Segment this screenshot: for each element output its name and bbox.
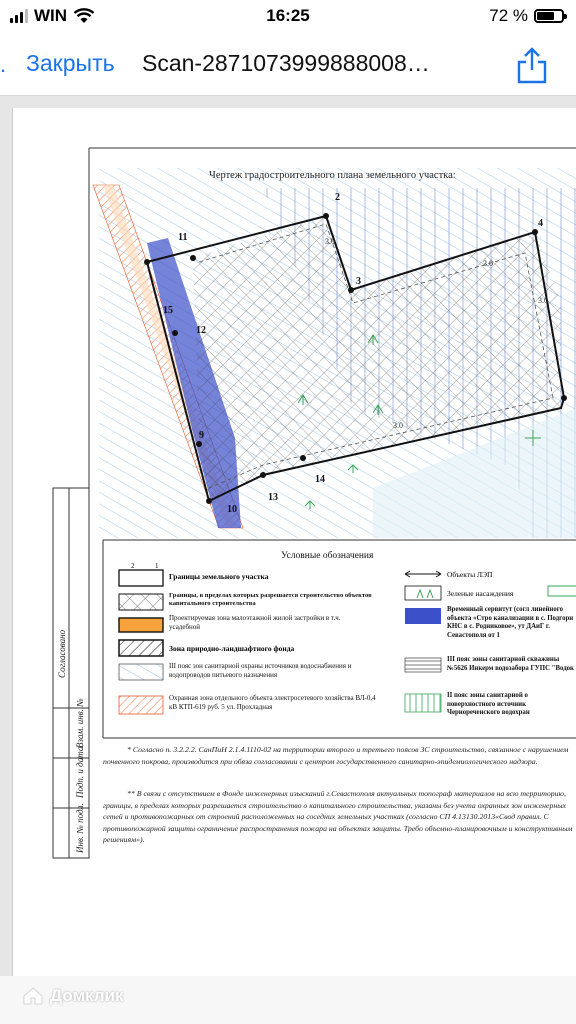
watermark-text: Домклик xyxy=(50,986,124,1005)
carrier-name: WIN xyxy=(34,6,68,25)
point-label-13: 13 xyxy=(268,492,278,503)
svg-text:3.0: 3.0 xyxy=(483,259,493,268)
legend xyxy=(103,540,576,738)
edge-dot-icon: . xyxy=(0,52,7,77)
point-label-11: 11 xyxy=(178,232,188,243)
legend-item-nature-zone: Зона природно-ландшафтного фонда xyxy=(169,644,295,653)
svg-text:3.0: 3.0 xyxy=(325,237,335,246)
legend-item-reservoir-protection: II пояс зоны санитарной о поверхностного источник Чернореченского водохран xyxy=(447,692,530,717)
legend-item-water-protection: III пояс зон санитарной охраны источников водоснабжения и водопроводов питьевого назначения xyxy=(169,662,352,679)
note-survey: ** В связи с отсутствием в Фонде инженерных изысканий г.Севастополя актуальных топограф материалов на всю территорию, границы, в пределах которых разрешается строительство о капитального строительства, указаны без учета охранных зон инженерных сетей и противопожарных от строений расположенных на соседних земельных участках (согласно СП 4.13130.2013«Свод правил. С противопожарной защиты ограничение распространения пожара на объектах защиты. Требо объемно-планировочным и конструктивным решениям»). xyxy=(103,789,573,844)
stamp-agreed: Согласовано xyxy=(57,629,67,678)
battery-icon xyxy=(534,9,564,23)
house-logo-icon xyxy=(22,986,44,1006)
point-label-4: 4 xyxy=(538,218,543,229)
point-label-2: 2 xyxy=(335,192,340,203)
footer xyxy=(0,976,576,1024)
scanned-page xyxy=(12,108,576,986)
legend-item-buildable: Границы, в пределах которых разрешается строительство объектов капитального строительства xyxy=(169,592,372,607)
battery-percent: 72 % xyxy=(489,6,528,25)
legend-item-residential: Проектируемая зона малоэтажной жилой застройки в т.ч. усадебной xyxy=(169,614,341,631)
svg-text:3.0: 3.0 xyxy=(538,296,548,305)
legend-item-well-protection: III пояс зоны санитарной скважины №5626 Инкерм водозабора ГУПС "Водок xyxy=(447,656,574,672)
point-label-15: 15 xyxy=(163,305,173,316)
point-label-3: 3 xyxy=(356,276,361,287)
legend-item-servitude: Временный сервитут (согл линейного объекта «Стро канализации в с. Подгорн КНС в с. Родниковое», ут ДАиГ г. Севастополя от 1 xyxy=(447,606,574,639)
watermark xyxy=(22,986,124,1006)
document-viewer[interactable] xyxy=(0,96,576,976)
title-block-stamp xyxy=(53,488,89,858)
status-right xyxy=(489,6,564,26)
svg-text:1: 1 xyxy=(155,562,159,570)
share-icon[interactable] xyxy=(514,46,550,86)
close-button[interactable]: Закрыть xyxy=(26,50,115,76)
site-plan-drawing xyxy=(13,108,576,986)
legend-item-plot-boundary: Границы земельного участка xyxy=(169,572,269,581)
point-label-14: 14 xyxy=(315,474,325,485)
document-title: Scan-2871073999888008… xyxy=(142,50,430,76)
navigation-bar xyxy=(0,34,576,96)
legend-item-power-lines-objects: Объекты ЛЭП xyxy=(447,570,493,579)
stamp-inv-number: Инв. № подл. xyxy=(75,803,85,853)
svg-text:2: 2 xyxy=(131,562,135,570)
status-time: 16:25 xyxy=(266,6,310,25)
stamp-sign-date: Подп. и дата xyxy=(75,746,85,798)
battery-fill xyxy=(537,12,554,20)
stamp-replace-inv: Взам. инв. № xyxy=(75,698,85,748)
point-label-12: 12 xyxy=(196,325,206,336)
status-bar xyxy=(0,0,576,34)
legend-item-green-plantings: Зеленые насаждения xyxy=(447,589,514,598)
svg-text:3.0: 3.0 xyxy=(393,421,403,430)
legend-item-power-line: Охранная зона отдельного объекта электросетевого хозяйства ВЛ-0,4 кВ КТП-619 руб. 5 ул. Прохладная xyxy=(169,694,376,711)
point-label-9: 9 xyxy=(199,430,204,441)
point-label-10: 10 xyxy=(227,504,237,515)
note-sanitary: * Согласно п. 3.2.2.2. СанПиН 2.1.4.1110-02 на территории второго и третьего поясов ЗС строительство, связанное с нарушением почвенного покрова, производится при обяза согласовании с центром государственного санитарно-эпидемиологического надзора. xyxy=(103,745,569,766)
legend-heading: Условные обозначения xyxy=(281,551,374,561)
